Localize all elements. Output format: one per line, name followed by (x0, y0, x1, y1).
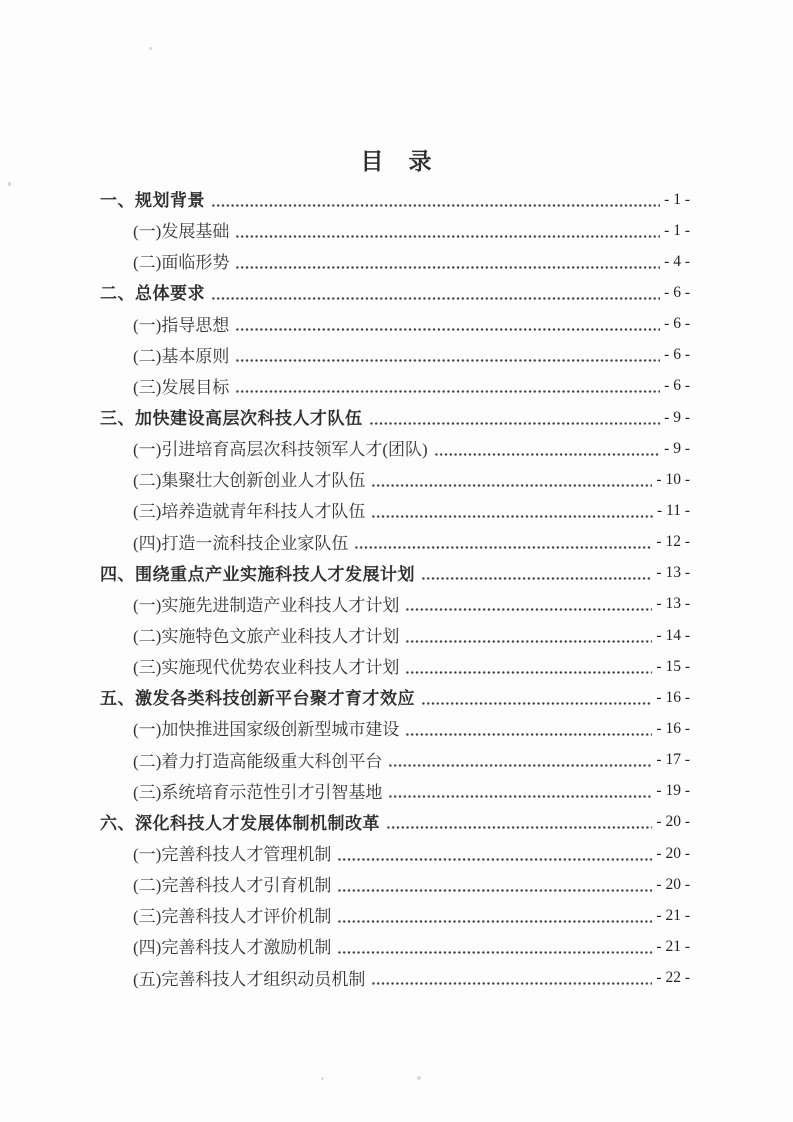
scan-speck (321, 1077, 324, 1080)
toc-entry-page: - 16 - (656, 688, 690, 706)
toc-entry (100, 962, 690, 993)
dot-leader (369, 422, 661, 425)
toc-entry (100, 214, 690, 245)
toc-entry-label: (三)培养造就青年科技人才队伍 (133, 502, 366, 522)
toc-entry (100, 588, 690, 619)
toc-entry (100, 775, 690, 806)
toc-entry-label: (三)实施现代优势农业科技人才计划 (133, 658, 400, 678)
toc-entry (100, 744, 690, 775)
toc-entry-label: (二)基本原则 (133, 346, 230, 366)
toc-entry-page: - 21 - (656, 906, 690, 924)
toc-entry-label: (五)完善科技人才组织动员机制 (133, 969, 366, 989)
toc-entry-label: (一)指导思想 (133, 315, 230, 335)
dot-leader (386, 826, 652, 829)
scan-speck (8, 182, 11, 186)
toc-entry-label: (一)实施先进制造产业科技人才计划 (133, 595, 400, 615)
dot-leader (354, 546, 652, 549)
toc-entry-label: (三)完善科技人才评价机制 (133, 907, 332, 927)
toc-entry-page: - 12 - (656, 533, 690, 551)
toc-entry-page: - 6 - (664, 346, 690, 364)
dot-leader (235, 266, 660, 269)
dot-leader (371, 982, 652, 985)
toc-entry-label: (三)系统培育示范性引才引智基地 (133, 782, 383, 802)
toc-entry (100, 432, 690, 463)
toc-entry (100, 930, 690, 961)
toc-entry-label: (一)引进培育高层次科技领军人才(团队) (133, 440, 428, 460)
toc-entry (100, 681, 690, 712)
toc-entry-page: - 19 - (656, 782, 690, 800)
toc-entry-page: - 9 - (664, 439, 690, 457)
toc-list (100, 183, 690, 993)
toc-entry-page: - 20 - (656, 844, 690, 862)
dot-leader (337, 920, 652, 923)
page-title: 目 录 (360, 149, 433, 174)
dot-leader (388, 795, 652, 798)
toc-entry-label: (二)面临形势 (133, 253, 230, 273)
toc-entry-page: - 13 - (656, 595, 690, 613)
toc-entry-page: - 6 - (664, 283, 690, 301)
toc-entry-page: - 9 - (664, 408, 690, 426)
toc-entry (100, 339, 690, 370)
toc-entry (100, 557, 690, 588)
toc-entry (100, 401, 690, 432)
toc-entry-label: (二)集聚壮大创新创业人才队伍 (133, 471, 366, 491)
toc-entry-label: (一)加快推进国家级创新型城市建设 (133, 720, 400, 740)
dot-leader (421, 577, 652, 580)
toc-entry-page: - 11 - (657, 501, 690, 519)
toc-entry-page: - 6 - (664, 377, 690, 395)
toc-entry (100, 526, 690, 557)
dot-leader (371, 484, 652, 487)
toc-entry (100, 494, 690, 525)
dot-leader (235, 359, 660, 362)
toc-entry (100, 806, 690, 837)
dot-leader (235, 328, 660, 331)
toc-entry-label: (二)着力打造高能级重大科创平台 (133, 751, 383, 771)
toc-entry-page: - 14 - (656, 626, 690, 644)
toc-entry-label: 三、加快建设高层次科技人才队伍 (100, 409, 363, 429)
toc-entry-page: - 20 - (656, 875, 690, 893)
dot-leader (405, 733, 652, 736)
toc-entry-label: 二、总体要求 (100, 284, 205, 304)
toc-entry-page: - 1 - (664, 190, 690, 208)
toc-entry-label: (二)完善科技人才引育机制 (133, 876, 332, 896)
scan-speck (149, 47, 152, 50)
toc-entry (100, 245, 690, 276)
toc-entry-page: - 17 - (656, 751, 690, 769)
dot-leader (421, 702, 652, 705)
toc-entry-page: - 16 - (656, 719, 690, 737)
toc-entry-label: 五、激发各类科技创新平台聚才育才效应 (100, 689, 415, 709)
scan-speck (417, 1076, 421, 1080)
toc-entry-page: - 21 - (656, 937, 690, 955)
toc-entry-label: (四)打造一流科技企业家队伍 (133, 533, 349, 553)
toc-entry-label: 一、规划背景 (100, 191, 205, 211)
toc-entry-page: - 22 - (656, 969, 690, 987)
dot-leader (211, 204, 660, 207)
dot-leader (434, 453, 661, 456)
dot-leader (235, 390, 660, 393)
toc-entry-page: - 1 - (664, 221, 690, 239)
dot-leader (405, 640, 652, 643)
toc-entry (100, 370, 690, 401)
toc-entry (100, 463, 690, 494)
toc-entry (100, 276, 690, 307)
toc-entry-label: (一)发展基础 (133, 222, 230, 242)
dot-leader (337, 951, 652, 954)
toc-entry (100, 712, 690, 743)
toc-entry (100, 837, 690, 868)
dot-leader (405, 608, 652, 611)
toc-entry-label: (一)完善科技人才管理机制 (133, 845, 332, 865)
dot-leader (371, 515, 653, 518)
toc-entry (100, 899, 690, 930)
toc-entry (100, 308, 690, 339)
toc-entry-page: - 10 - (656, 470, 690, 488)
toc-entry (100, 619, 690, 650)
dot-leader (337, 889, 652, 892)
toc-entry-page: - 6 - (664, 315, 690, 333)
dot-leader (337, 858, 652, 861)
dot-leader (388, 764, 652, 767)
toc-entry-label: 六、深化科技人才发展体制机制改革 (100, 813, 380, 833)
toc-entry-label: (二)实施特色文旅产业科技人才计划 (133, 627, 400, 647)
toc-entry (100, 868, 690, 899)
dot-leader (235, 235, 660, 238)
toc-entry (100, 650, 690, 681)
toc-entry-page: - 13 - (656, 564, 690, 582)
dot-leader (405, 671, 652, 674)
toc-entry-page: - 20 - (656, 813, 690, 831)
dot-leader (211, 297, 660, 300)
toc-entry (100, 183, 690, 214)
toc-entry-page: - 4 - (664, 252, 690, 270)
toc-entry-page: - 15 - (656, 657, 690, 675)
toc-entry-label: 四、围绕重点产业实施科技人才发展计划 (100, 564, 415, 584)
toc-entry-label: (四)完善科技人才激励机制 (133, 938, 332, 958)
toc-entry-label: (三)发展目标 (133, 377, 230, 397)
